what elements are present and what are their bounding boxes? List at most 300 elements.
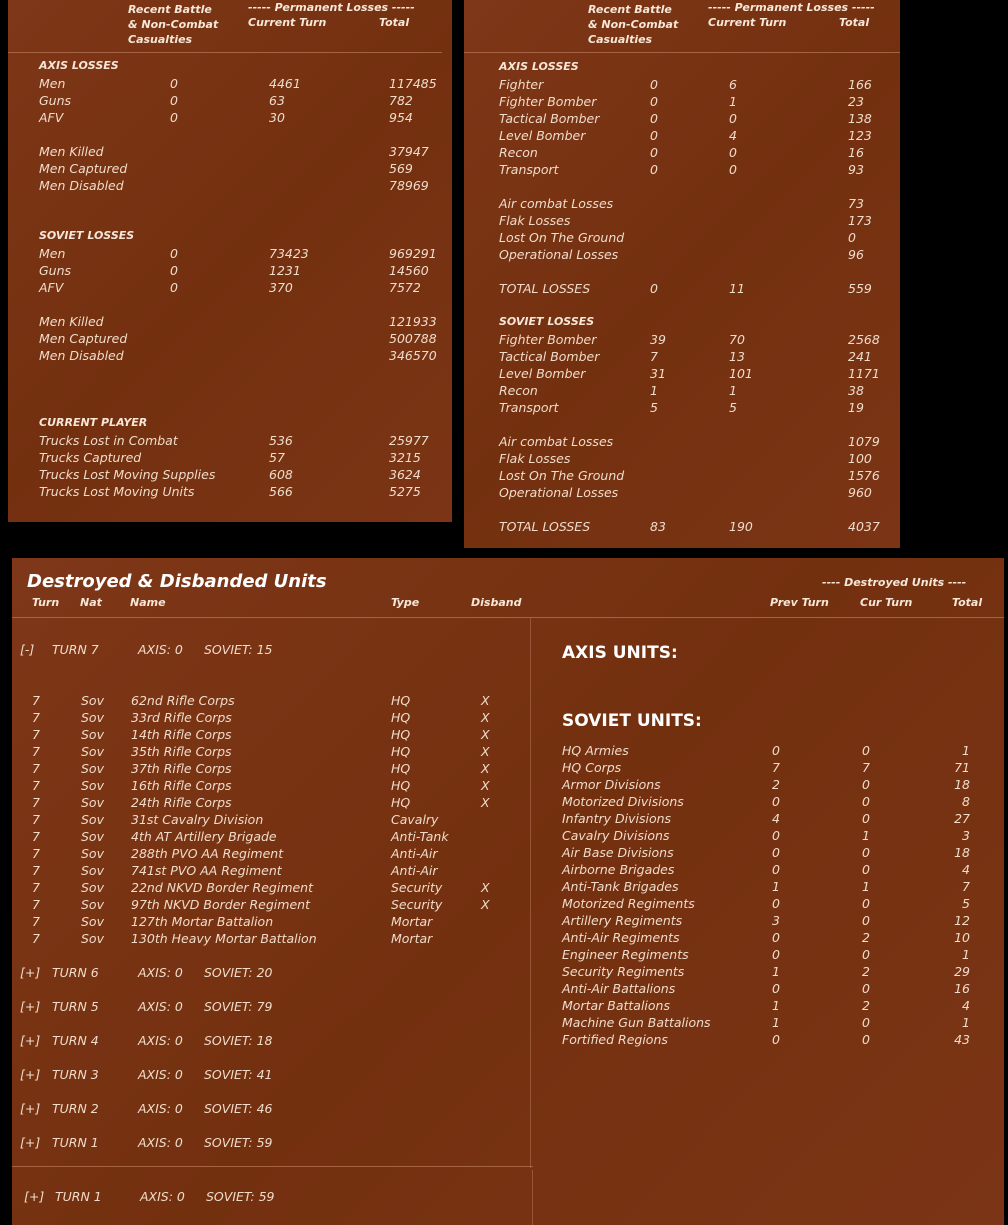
summary-prev: 1 <box>772 879 780 894</box>
summary-cur: 0 <box>862 913 870 928</box>
stat-total: 960 <box>848 485 872 500</box>
summary-prev: 0 <box>772 862 780 877</box>
unit-type: Mortar <box>391 914 433 929</box>
stat-label: Men Killed <box>39 314 104 329</box>
stat-current: 0 <box>729 162 737 177</box>
summary-cur: 0 <box>862 947 870 962</box>
stat-total: 23 <box>848 94 864 109</box>
stat-total: 7572 <box>389 280 421 295</box>
axis-count: AXIS: 0 <box>138 642 183 657</box>
summary-total: 8 <box>962 794 970 809</box>
summary-total: 1 <box>962 743 970 758</box>
soviet-count: SOVIET: 59 <box>206 1189 275 1204</box>
unit-disband: X <box>481 778 490 793</box>
divider <box>12 617 1004 618</box>
units-panel-title: Destroyed & Disbanded Units <box>27 571 327 592</box>
turn-label: TURN 6 <box>52 965 99 980</box>
unit-name: 97th NKVD Border Regiment <box>131 897 310 912</box>
stat-total: 346570 <box>389 348 437 363</box>
stat-recent: 7 <box>650 349 658 364</box>
unit-type: HQ <box>391 795 411 810</box>
stat-total: 123 <box>848 128 872 143</box>
summary-label: Machine Gun Battalions <box>562 1015 711 1030</box>
unit-nat: Sov <box>81 727 104 742</box>
unit-name: 22nd NKVD Border Regiment <box>131 880 314 895</box>
soviet-count: SOVIET: 18 <box>204 1033 273 1048</box>
stat-total: 166 <box>848 77 872 92</box>
stat-label: Guns <box>39 263 72 278</box>
axis-count: AXIS: 0 <box>138 999 183 1014</box>
stat-label: Level Bomber <box>499 128 586 143</box>
stat-label: Men <box>39 246 66 261</box>
summary-total: 7 <box>962 879 970 894</box>
col-total-header: Total <box>952 596 983 609</box>
stat-total: 138 <box>848 111 872 126</box>
stat-current: 70 <box>729 332 745 347</box>
stat-current: 57 <box>269 450 285 465</box>
total-losses-total: 4037 <box>848 519 880 534</box>
unit-name: 741st PVO AA Regiment <box>131 863 282 878</box>
summary-prev: 1 <box>772 964 780 979</box>
column-divider <box>530 618 531 1168</box>
soviet-count: SOVIET: 15 <box>204 642 273 657</box>
turn-label: TURN 4 <box>52 1033 99 1048</box>
stat-label: Men Killed <box>39 144 104 159</box>
stat-label: Tactical Bomber <box>499 111 600 126</box>
summary-cur: 0 <box>862 794 870 809</box>
stat-label: Trucks Lost in Combat <box>39 433 178 448</box>
stat-recent: 0 <box>650 128 658 143</box>
stat-current: 4461 <box>269 76 301 91</box>
summary-total: 5 <box>962 896 970 911</box>
axis-units-title: AXIS UNITS: <box>562 643 678 663</box>
expand-toggle[interactable]: [+] <box>20 1135 41 1150</box>
unit-nat: Sov <box>81 880 104 895</box>
unit-nat: Sov <box>81 914 104 929</box>
summary-prev: 1 <box>772 998 780 1013</box>
stat-recent: 0 <box>170 76 178 91</box>
stat-total: 173 <box>848 213 872 228</box>
unit-disband: X <box>481 897 490 912</box>
expand-toggle[interactable]: [+] <box>20 1101 41 1116</box>
summary-prev: 0 <box>772 947 780 962</box>
stat-label: Level Bomber <box>499 366 586 381</box>
stat-total: 969291 <box>389 246 437 261</box>
summary-label: Anti-Tank Brigades <box>562 879 679 894</box>
turn-label: TURN 2 <box>52 1101 99 1116</box>
unit-turn: 7 <box>32 778 40 793</box>
summary-prev: 0 <box>772 845 780 860</box>
stat-label: Men <box>39 76 66 91</box>
stat-label: Air combat Losses <box>499 434 614 449</box>
unit-nat: Sov <box>81 846 104 861</box>
unit-type: Anti-Air <box>391 863 438 878</box>
axis-air-losses-title: AXIS LOSSES <box>499 60 579 73</box>
stat-recent: 5 <box>650 400 658 415</box>
stat-total: 37947 <box>389 144 429 159</box>
stat-total: 78969 <box>389 178 429 193</box>
unit-type: Security <box>391 880 443 895</box>
col-turn-header: Turn <box>32 596 60 609</box>
summary-prev: 0 <box>772 981 780 996</box>
stat-label: Trucks Captured <box>39 450 142 465</box>
total-losses-label: TOTAL LOSSES <box>499 281 591 296</box>
unit-nat: Sov <box>81 931 104 946</box>
unit-turn: 7 <box>32 863 40 878</box>
unit-type: Anti-Air <box>391 846 438 861</box>
stat-total: 73 <box>848 196 864 211</box>
unit-turn: 7 <box>32 931 40 946</box>
summary-total: 18 <box>954 845 970 860</box>
stat-recent: 0 <box>170 263 178 278</box>
stat-total: 782 <box>389 93 413 108</box>
stat-recent: 0 <box>650 162 658 177</box>
stat-label: Recon <box>499 145 538 160</box>
summary-cur: 0 <box>862 845 870 860</box>
summary-label: HQ Armies <box>562 743 629 758</box>
expand-toggle[interactable]: [+] <box>20 965 41 980</box>
collapse-toggle[interactable]: [-] <box>20 642 35 657</box>
summary-total: 1 <box>962 947 970 962</box>
stat-label: Fighter <box>499 77 544 92</box>
summary-label: Airborne Brigades <box>562 862 675 877</box>
summary-total: 12 <box>954 913 970 928</box>
divider <box>464 52 900 53</box>
summary-label: Mortar Battalions <box>562 998 670 1013</box>
summary-label: Infantry Divisions <box>562 811 672 826</box>
summary-label: Armor Divisions <box>562 777 661 792</box>
stat-recent: 0 <box>170 246 178 261</box>
soviet-count: SOVIET: 59 <box>204 1135 273 1150</box>
unit-type: HQ <box>391 710 411 725</box>
destroyed-units-panel <box>12 558 1004 1225</box>
axis-count: AXIS: 0 <box>138 965 183 980</box>
unit-nat: Sov <box>81 744 104 759</box>
stat-total: 19 <box>848 400 864 415</box>
unit-nat: Sov <box>81 812 104 827</box>
stat-recent: 39 <box>650 332 666 347</box>
stat-total: 1576 <box>848 468 880 483</box>
unit-name: 288th PVO AA Regiment <box>131 846 284 861</box>
total-losses-recent: 83 <box>650 519 666 534</box>
stat-recent: 0 <box>170 280 178 295</box>
stat-total: 954 <box>389 110 413 125</box>
stat-label: Flak Losses <box>499 451 571 466</box>
stat-recent: 0 <box>650 94 658 109</box>
unit-nat: Sov <box>81 761 104 776</box>
stat-total: 96 <box>848 247 864 262</box>
unit-turn: 7 <box>32 761 40 776</box>
summary-cur: 0 <box>862 896 870 911</box>
summary-label: Engineer Regiments <box>562 947 689 962</box>
expand-toggle[interactable]: [+] <box>20 1067 41 1082</box>
soviet-count: SOVIET: 46 <box>204 1101 273 1116</box>
summary-cur: 0 <box>862 1032 870 1047</box>
stat-recent: 1 <box>650 383 658 398</box>
summary-prev: 2 <box>772 777 780 792</box>
stat-current: 1 <box>729 383 737 398</box>
col-total-header: Total <box>839 16 870 29</box>
stat-total: 2568 <box>848 332 880 347</box>
col-disband-header: Disband <box>471 596 522 609</box>
unit-type: Mortar <box>391 931 433 946</box>
summary-cur: 0 <box>862 743 870 758</box>
summary-label: Motorized Regiments <box>562 896 695 911</box>
stat-current: 5 <box>729 400 737 415</box>
stat-current: 370 <box>269 280 293 295</box>
unit-turn: 7 <box>32 846 40 861</box>
stat-label: Guns <box>39 93 72 108</box>
stat-label: Lost On The Ground <box>499 468 625 483</box>
stat-label: Transport <box>499 162 559 177</box>
col-nat-header: Nat <box>80 596 102 609</box>
stat-label: Men Captured <box>39 161 128 176</box>
total-losses-label: TOTAL LOSSES <box>499 519 591 534</box>
stat-total: 1171 <box>848 366 880 381</box>
total-losses-total: 559 <box>848 281 872 296</box>
summary-cur: 1 <box>862 879 870 894</box>
total-losses-current: 11 <box>729 281 745 296</box>
summary-prev: 0 <box>772 896 780 911</box>
summary-total: 18 <box>954 777 970 792</box>
expand-toggle[interactable]: [+] <box>20 999 41 1014</box>
stat-total: 14560 <box>389 263 429 278</box>
summary-prev: 0 <box>772 930 780 945</box>
stat-label: Transport <box>499 400 559 415</box>
soviet-losses-title: SOVIET LOSSES <box>39 229 135 242</box>
col-name-header: Name <box>130 596 166 609</box>
unit-name: 35th Rifle Corps <box>131 744 232 759</box>
summary-label: Artillery Regiments <box>562 913 683 928</box>
unit-type: HQ <box>391 761 411 776</box>
summary-total: 71 <box>954 760 970 775</box>
unit-type: Security <box>391 897 443 912</box>
summary-label: Anti-Air Regiments <box>562 930 680 945</box>
stat-current: 6 <box>729 77 737 92</box>
unit-name: 127th Mortar Battalion <box>131 914 274 929</box>
unit-name: 62nd Rifle Corps <box>131 693 235 708</box>
summary-total: 4 <box>962 998 970 1013</box>
summary-total: 29 <box>954 964 970 979</box>
summary-cur: 0 <box>862 981 870 996</box>
unit-turn: 7 <box>32 897 40 912</box>
summary-prev: 0 <box>772 743 780 758</box>
stat-label: AFV <box>39 280 64 295</box>
unit-disband: X <box>481 744 490 759</box>
summary-total: 10 <box>954 930 970 945</box>
turn-label: TURN 1 <box>55 1189 102 1204</box>
summary-prev: 0 <box>772 828 780 843</box>
summary-cur: 2 <box>862 930 870 945</box>
stat-label: Trucks Lost Moving Supplies <box>39 467 216 482</box>
summary-prev: 3 <box>772 913 780 928</box>
stat-label: Fighter Bomber <box>499 94 597 109</box>
soviet-units-title: SOVIET UNITS: <box>562 711 702 731</box>
summary-total: 43 <box>954 1032 970 1047</box>
unit-nat: Sov <box>81 829 104 844</box>
axis-count: AXIS: 0 <box>138 1101 183 1116</box>
stat-total: 500788 <box>389 331 437 346</box>
unit-name: 37th Rifle Corps <box>131 761 232 776</box>
stat-current: 73423 <box>269 246 309 261</box>
stat-recent: 31 <box>650 366 666 381</box>
unit-nat: Sov <box>81 795 104 810</box>
stat-label: Men Captured <box>39 331 128 346</box>
unit-type: Anti-Tank <box>391 829 449 844</box>
stat-recent: 0 <box>650 111 658 126</box>
unit-disband: X <box>481 795 490 810</box>
stat-current: 608 <box>269 467 293 482</box>
stat-current: 0 <box>729 111 737 126</box>
total-losses-current: 190 <box>729 519 753 534</box>
stat-total: 16 <box>848 145 864 160</box>
stat-total: 3624 <box>389 467 421 482</box>
stat-label: Operational Losses <box>499 485 619 500</box>
summary-cur: 2 <box>862 964 870 979</box>
col-current-header: Current Turn <box>248 16 327 29</box>
stat-label: Lost On The Ground <box>499 230 625 245</box>
summary-total: 16 <box>954 981 970 996</box>
stat-current: 566 <box>269 484 293 499</box>
bottom-rule <box>12 1166 533 1167</box>
stat-total: 0 <box>848 230 856 245</box>
summary-total: 3 <box>962 828 970 843</box>
perm-losses-header: ----- Permanent Losses ----- <box>248 1 415 14</box>
stat-label: Operational Losses <box>499 247 619 262</box>
stat-recent: 0 <box>650 77 658 92</box>
stat-total: 1079 <box>848 434 880 449</box>
unit-name: 31st Cavalry Division <box>131 812 264 827</box>
unit-type: Cavalry <box>391 812 439 827</box>
summary-label: HQ Corps <box>562 760 622 775</box>
unit-turn: 7 <box>32 710 40 725</box>
turn-label: TURN 1 <box>52 1135 99 1150</box>
stat-current: 4 <box>729 128 737 143</box>
summary-cur: 0 <box>862 1015 870 1030</box>
axis-count: AXIS: 0 <box>138 1135 183 1150</box>
col-type-header: Type <box>391 596 420 609</box>
stat-total: 117485 <box>389 76 437 91</box>
unit-nat: Sov <box>81 710 104 725</box>
stat-label: AFV <box>39 110 64 125</box>
stat-total: 25977 <box>389 433 429 448</box>
unit-type: HQ <box>391 727 411 742</box>
unit-nat: Sov <box>81 897 104 912</box>
axis-count: AXIS: 0 <box>138 1033 183 1048</box>
summary-prev: 0 <box>772 794 780 809</box>
stat-current: 0 <box>729 145 737 160</box>
summary-cur: 1 <box>862 828 870 843</box>
summary-label: Air Base Divisions <box>562 845 674 860</box>
col-current-header: Current Turn <box>708 16 787 29</box>
unit-nat: Sov <box>81 693 104 708</box>
summary-total: 4 <box>962 862 970 877</box>
axis-count: AXIS: 0 <box>140 1189 185 1204</box>
summary-label: Anti-Air Battalions <box>562 981 676 996</box>
unit-disband: X <box>481 710 490 725</box>
total-losses-recent: 0 <box>650 281 658 296</box>
unit-turn: 7 <box>32 914 40 929</box>
unit-disband: X <box>481 880 490 895</box>
unit-name: 16th Rifle Corps <box>131 778 232 793</box>
unit-type: HQ <box>391 693 411 708</box>
stat-label: Tactical Bomber <box>499 349 600 364</box>
stat-recent: 0 <box>650 145 658 160</box>
unit-disband: X <box>481 761 490 776</box>
unit-type: HQ <box>391 778 411 793</box>
ground-losses-panel <box>8 0 452 522</box>
stat-current: 101 <box>729 366 753 381</box>
stat-total: 5275 <box>389 484 421 499</box>
col-recent-header: Recent Battle & Non-Combat Casualties <box>588 3 679 46</box>
axis-count: AXIS: 0 <box>138 1067 183 1082</box>
col-total-header: Total <box>379 16 410 29</box>
summary-label: Motorized Divisions <box>562 794 684 809</box>
col-cur-header: Cur Turn <box>860 596 913 609</box>
stat-current: 63 <box>269 93 285 108</box>
expand-toggle[interactable]: [+] <box>20 1033 41 1048</box>
unit-disband: X <box>481 727 490 742</box>
axis-losses-title: AXIS LOSSES <box>39 59 119 72</box>
unit-nat: Sov <box>81 863 104 878</box>
turn-label: TURN 5 <box>52 999 99 1014</box>
air-losses-panel <box>464 0 900 548</box>
divider <box>8 52 442 53</box>
stat-total: 38 <box>848 383 864 398</box>
stat-label: Air combat Losses <box>499 196 614 211</box>
soviet-count: SOVIET: 20 <box>204 965 273 980</box>
unit-name: 24th Rifle Corps <box>131 795 232 810</box>
unit-turn: 7 <box>32 744 40 759</box>
summary-prev: 0 <box>772 1032 780 1047</box>
stat-label: Recon <box>499 383 538 398</box>
stat-total: 241 <box>848 349 872 364</box>
summary-total: 27 <box>954 811 970 826</box>
stat-total: 93 <box>848 162 864 177</box>
unit-turn: 7 <box>32 829 40 844</box>
stat-label: Men Disabled <box>39 178 124 193</box>
unit-name: 14th Rifle Corps <box>131 727 232 742</box>
unit-disband: X <box>481 693 490 708</box>
summary-cur: 7 <box>862 760 870 775</box>
unit-turn: 7 <box>32 812 40 827</box>
unit-nat: Sov <box>81 778 104 793</box>
col-recent-header: Recent Battle & Non-Combat Casualties <box>128 3 219 46</box>
summary-cur: 2 <box>862 998 870 1013</box>
stat-current: 1231 <box>269 263 301 278</box>
unit-name: 130th Heavy Mortar Battalion <box>131 931 317 946</box>
unit-turn: 7 <box>32 880 40 895</box>
unit-turn: 7 <box>32 727 40 742</box>
expand-toggle[interactable]: [+] <box>24 1189 45 1204</box>
summary-total: 1 <box>962 1015 970 1030</box>
summary-prev: 1 <box>772 1015 780 1030</box>
summary-label: Fortified Regions <box>562 1032 668 1047</box>
soviet-count: SOVIET: 79 <box>204 999 273 1014</box>
unit-turn: 7 <box>32 795 40 810</box>
summary-cur: 0 <box>862 811 870 826</box>
stat-label: Fighter Bomber <box>499 332 597 347</box>
unit-name: 33rd Rifle Corps <box>131 710 232 725</box>
stat-total: 100 <box>848 451 872 466</box>
stat-current: 536 <box>269 433 293 448</box>
destroyed-units-header: ---- Destroyed Units ---- <box>822 576 967 589</box>
summary-label: Cavalry Divisions <box>562 828 670 843</box>
summary-cur: 0 <box>862 862 870 877</box>
bottom-divider <box>532 1170 533 1225</box>
stat-total: 3215 <box>389 450 421 465</box>
current-player-title: CURRENT PLAYER <box>39 416 148 429</box>
